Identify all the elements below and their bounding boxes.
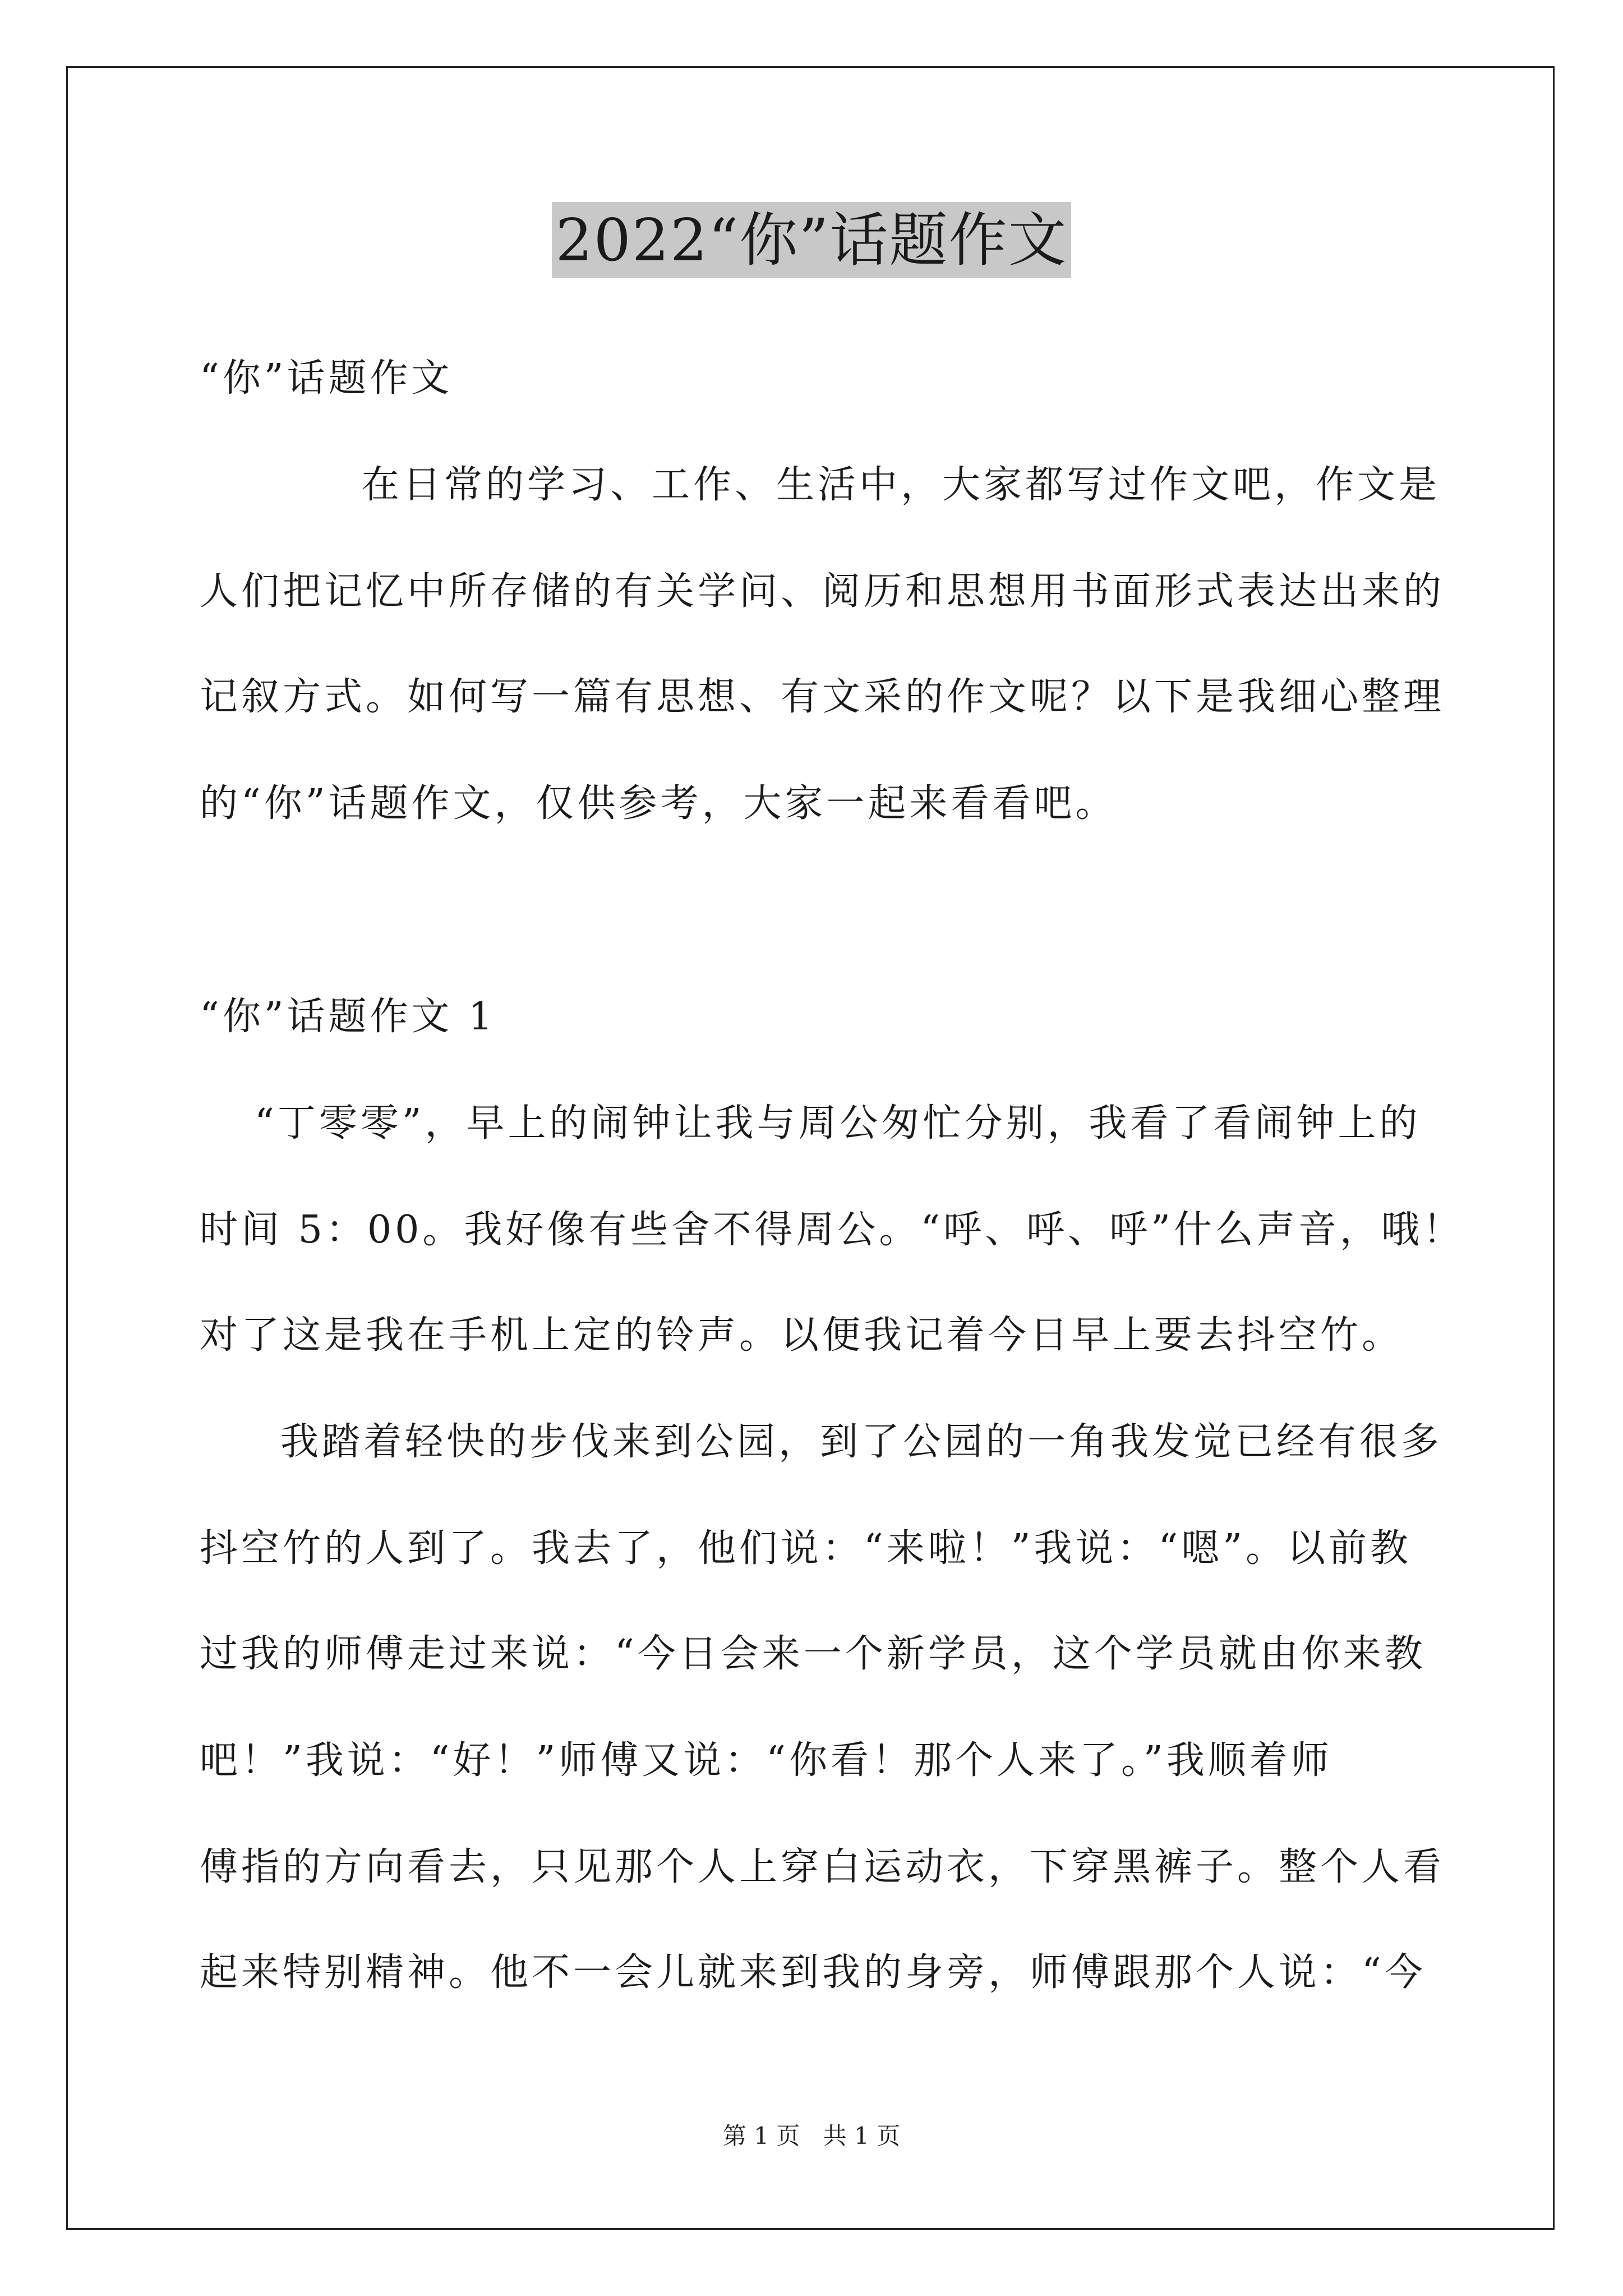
intro-line: 的“你”话题作文，仅供参考，大家一起来看看吧。 (200, 781, 1117, 826)
page-footer (0, 2120, 1623, 2152)
document-title: 2022“你”话题作文 (552, 202, 1071, 278)
essay-heading: “你”话题作文 1 (200, 995, 496, 1039)
essay-line: 过我的师傅走过来说：“今日会来一个新学员，这个学员就由你来教 (200, 1632, 1426, 1676)
essay-line: 傅指的方向看去，只见那个人上穿白运动衣，下穿黑裤子。整个人看 (200, 1845, 1445, 1889)
intro-heading: “你”话题作文 (200, 356, 453, 401)
essay-line: 吧！”我说：“好！”师傅又说：“你看！那个人来了。”我顺着师 (200, 1738, 1332, 1783)
intro-line: 在日常的学习、工作、生活中，大家都写过作文吧，作文是 (361, 463, 1441, 507)
title-container (0, 202, 1623, 278)
essay-line: 抖空竹的人到了。我去了，他们说：“来啦！”我说：“嗯”。以前教 (200, 1526, 1412, 1571)
essay-line: 时间 5：00。我好像有些舍不得周公。“呼、呼、呼”什么声音，哦！ (200, 1208, 1464, 1252)
essay-line: “丁零零”，早上的闹钟让我与周公匆忙分别，我看了看闹钟上的 (255, 1101, 1421, 1145)
essay-line: 我踏着轻快的步伐来到公园，到了公园的一角我发觉已经有很多 (280, 1420, 1443, 1464)
page-total: 共 1 页 (823, 2122, 901, 2150)
essay-line: 对了这是我在手机上定的铃声。以便我记着今日早上要去抖空竹。 (200, 1313, 1404, 1358)
page-number: 第 1 页 (722, 2122, 800, 2150)
intro-line: 记叙方式。如何写一篇有思想、有文采的作文呢？以下是我细心整理 (200, 675, 1445, 719)
essay-line: 起来特别精神。他不一会儿就来到我的身旁，师傅跟那个人说：“今 (200, 1950, 1426, 1995)
intro-line: 人们把记忆中所存储的有关学问、阅历和思想用书面形式表达出来的 (200, 569, 1445, 614)
